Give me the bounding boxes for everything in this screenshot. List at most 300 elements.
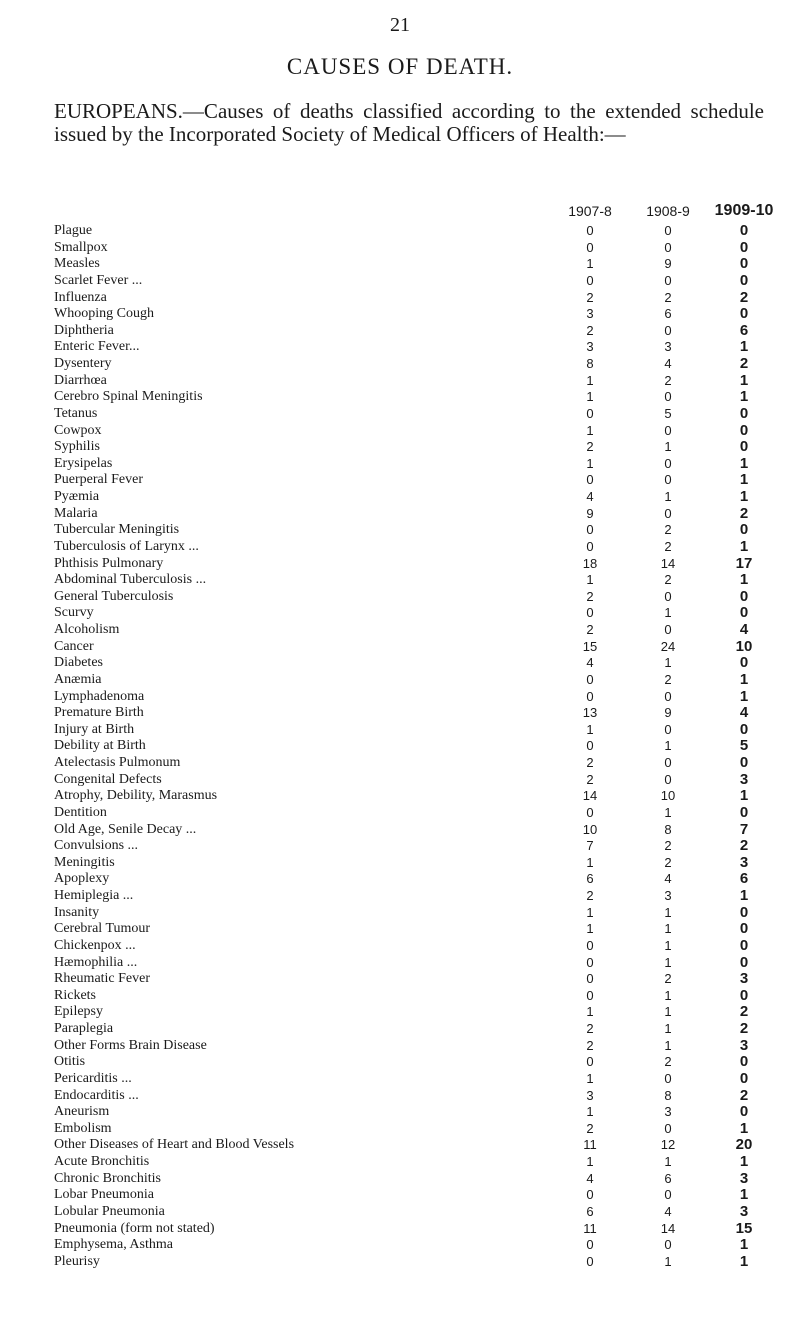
cell-value-1909-10: 3 [739, 770, 749, 788]
cell-value-1909-10: 0 [739, 654, 749, 672]
cell-value-1908-9: 0 [664, 1187, 672, 1203]
cell-value-1909-10: 0 [739, 803, 749, 821]
cell-value-1908-9: 1 [664, 921, 672, 937]
cause-label: Epilepsy [54, 1004, 103, 1020]
cause-label: Hemiplegia ... [54, 888, 134, 903]
table-row [54, 938, 794, 955]
cell-value-1909-10: 0 [739, 238, 749, 256]
column-headers [0, 203, 800, 223]
cell-value-1909-10: 2 [739, 504, 749, 522]
cause-label: Enteric Fever... [54, 339, 140, 355]
cell-value-1907-8: 1 [586, 854, 594, 870]
cause-label: Lobular Pneumonia [54, 1203, 165, 1219]
table-row [54, 1071, 794, 1088]
cell-value-1907-8: 3 [586, 339, 594, 355]
cell-value-1909-10: 0 [739, 305, 749, 323]
cause-label: Whooping Cough [54, 306, 154, 322]
table-row [54, 1221, 794, 1238]
cell-value-1907-8: 0 [586, 605, 594, 621]
cell-value-1908-9: 2 [664, 372, 672, 388]
table-row [54, 456, 794, 473]
table-row [54, 1254, 794, 1271]
table-row [54, 1004, 794, 1021]
cause-label: Erysipelas [54, 455, 113, 471]
cell-value-1907-8: 0 [586, 272, 594, 288]
table-row [54, 605, 794, 622]
cell-value-1907-8: 9 [586, 505, 594, 521]
table-row [54, 655, 794, 672]
cell-value-1908-9: 2 [664, 1054, 672, 1070]
cell-value-1908-9: 8 [664, 821, 672, 837]
cell-value-1909-10: 3 [739, 1169, 749, 1187]
cell-value-1908-9: 14 [660, 555, 676, 571]
table-row [54, 838, 794, 855]
table-row [54, 805, 794, 822]
cell-value-1909-10: 4 [739, 621, 749, 638]
cell-value-1909-10: 0 [739, 754, 749, 771]
cell-value-1909-10: 0 [739, 920, 749, 938]
cell-value-1908-9: 1 [664, 987, 672, 1003]
column-header-1907-8: 1907-8 [568, 203, 612, 219]
cause-label: Syphilis [54, 439, 100, 455]
cell-value-1907-8: 14 [582, 788, 598, 804]
cause-label: Embolism [54, 1120, 112, 1136]
page-number: 21 [390, 14, 410, 36]
cell-value-1908-9: 2 [664, 854, 672, 870]
cell-value-1908-9: 1 [664, 937, 672, 953]
cause-label: Pleurisy [54, 1253, 100, 1269]
table-row [54, 1104, 794, 1121]
cell-value-1907-8: 2 [586, 755, 594, 770]
cell-value-1908-9: 1 [664, 1037, 672, 1053]
table-row [54, 290, 794, 307]
cell-value-1909-10: 17 [735, 554, 753, 572]
table-row [54, 306, 794, 323]
cell-value-1908-9: 1 [664, 1004, 672, 1020]
table-row [54, 622, 794, 639]
cause-label: Dysentery [54, 356, 112, 371]
table-row [54, 223, 794, 240]
cause-label: Paraplegia [54, 1021, 114, 1036]
cell-value-1907-8: 0 [586, 738, 594, 754]
cell-value-1909-10: 20 [735, 1136, 753, 1154]
cell-value-1909-10: 1 [739, 388, 749, 406]
cell-value-1909-10: 5 [739, 737, 749, 755]
cell-value-1908-9: 14 [660, 1220, 676, 1236]
column-header-1908-9: 1908-9 [646, 203, 690, 219]
cell-value-1908-9: 2 [664, 671, 672, 687]
cell-value-1907-8: 0 [586, 239, 594, 255]
cause-label: Acute Bronchitis [54, 1154, 150, 1169]
table-row [54, 539, 794, 556]
cell-value-1907-8: 6 [586, 871, 594, 887]
cell-value-1908-9: 4 [664, 356, 672, 371]
cell-value-1907-8: 2 [586, 1037, 594, 1053]
cell-value-1909-10: 7 [739, 820, 749, 838]
cause-label: Debility at Birth [54, 738, 146, 754]
cause-label: Congenital Defects [54, 771, 162, 787]
table-row [54, 905, 794, 922]
cell-value-1908-9: 0 [664, 721, 672, 737]
cause-label: General Tuberculosis [54, 588, 174, 604]
cause-label: Lymphadenoma [54, 688, 145, 704]
cell-value-1909-10: 1 [739, 687, 749, 705]
cell-value-1909-10: 0 [739, 438, 749, 456]
cell-value-1907-8: 1 [586, 1104, 594, 1120]
cause-label: Phthisis Pulmonary [54, 555, 164, 571]
table-row [54, 1237, 794, 1254]
table-row [54, 256, 794, 273]
cell-value-1907-8: 1 [586, 921, 594, 937]
cell-value-1907-8: 2 [586, 439, 594, 455]
cause-label: Scurvy [54, 605, 94, 621]
cell-value-1907-8: 2 [586, 771, 594, 787]
table-row [54, 472, 794, 489]
cell-value-1908-9: 1 [664, 1253, 672, 1269]
cell-value-1907-8: 0 [586, 1237, 594, 1253]
cell-value-1908-9: 1 [664, 1021, 672, 1036]
table-row [54, 888, 794, 905]
cell-value-1908-9: 2 [664, 572, 672, 588]
cell-value-1908-9: 1 [664, 804, 672, 820]
cell-value-1907-8: 4 [586, 1170, 594, 1186]
cell-value-1907-8: 0 [586, 804, 594, 820]
cell-value-1908-9: 2 [664, 971, 672, 987]
cell-value-1907-8: 4 [586, 489, 594, 504]
cell-value-1909-10: 2 [739, 288, 749, 306]
cell-value-1907-8: 6 [586, 1203, 594, 1219]
intro-paragraph: EUROPEANS.—Causes of deaths classified according to the extended schedule issued by the Incorporated Society of Medical Officers of Health:— [54, 99, 764, 146]
cell-value-1909-10: 1 [739, 1119, 749, 1137]
cell-value-1908-9: 0 [664, 1237, 672, 1253]
cause-label: Cerebral Tumour [54, 921, 151, 937]
cell-value-1908-9: 2 [664, 289, 672, 305]
table-row [54, 339, 794, 356]
table-row [54, 406, 794, 423]
table-row [54, 506, 794, 523]
table-row [54, 522, 794, 539]
table-row [54, 772, 794, 789]
cell-value-1908-9: 0 [664, 688, 672, 704]
cell-value-1908-9: 1 [664, 605, 672, 621]
cause-label: Atelectasis Pulmonum [54, 755, 181, 770]
cause-label: Injury at Birth [54, 721, 135, 737]
cell-value-1908-9: 0 [664, 322, 672, 338]
cause-label: Meningitis [54, 854, 115, 870]
cell-value-1909-10: 1 [739, 787, 749, 805]
cell-value-1908-9: 6 [664, 306, 672, 322]
table-row [54, 921, 794, 938]
cell-value-1908-9: 0 [664, 771, 672, 787]
cell-value-1909-10: 1 [739, 471, 749, 489]
cell-value-1907-8: 4 [586, 655, 594, 671]
cell-value-1907-8: 1 [586, 389, 594, 405]
cause-label: Cowpox [54, 422, 102, 438]
cell-value-1907-8: 2 [586, 1120, 594, 1136]
cause-label: Alcoholism [54, 622, 120, 637]
cell-value-1908-9: 9 [664, 705, 672, 721]
cell-value-1907-8: 2 [586, 289, 594, 305]
table-row [54, 1121, 794, 1138]
cause-label: Malaria [54, 505, 98, 521]
cell-value-1907-8: 0 [586, 937, 594, 953]
cell-value-1909-10: 4 [739, 704, 749, 722]
cell-value-1909-10: 2 [739, 355, 749, 372]
cell-value-1907-8: 1 [586, 1004, 594, 1020]
table-row [54, 955, 794, 972]
cell-value-1907-8: 11 [583, 1220, 597, 1236]
cell-value-1907-8: 0 [586, 405, 594, 421]
cell-value-1907-8: 3 [586, 306, 594, 322]
cell-value-1907-8: 0 [586, 538, 594, 554]
cell-value-1908-9: 1 [664, 439, 672, 455]
table-row [54, 1154, 794, 1171]
cell-value-1907-8: 3 [586, 1087, 594, 1103]
cell-value-1908-9: 0 [664, 239, 672, 255]
cause-label: Emphysema, Asthma [54, 1237, 173, 1253]
table-row [54, 1054, 794, 1071]
cell-value-1907-8: 1 [586, 904, 594, 920]
cell-value-1908-9: 1 [664, 904, 672, 920]
cause-label: Cancer [54, 638, 94, 654]
cause-label: Chronic Bronchitis [54, 1170, 161, 1186]
cell-value-1908-9: 0 [664, 422, 672, 438]
cell-value-1907-8: 0 [586, 223, 594, 238]
cell-value-1909-10: 15 [735, 1219, 753, 1237]
cause-label: Pyæmia [54, 489, 100, 504]
cell-value-1909-10: 1 [739, 1252, 749, 1270]
table-row [54, 439, 794, 456]
cell-value-1909-10: 10 [735, 637, 753, 655]
cause-label: Other Forms Brain Disease [54, 1037, 207, 1053]
cause-label: Endocarditis ... [54, 1087, 139, 1103]
cell-value-1908-9: 0 [664, 223, 672, 238]
cause-label: Chickenpox ... [54, 937, 136, 953]
cell-value-1908-9: 1 [664, 738, 672, 754]
cell-value-1909-10: 0 [739, 404, 749, 422]
cell-value-1909-10: 2 [739, 837, 749, 855]
cause-label: Hæmophilia ... [54, 954, 138, 970]
cell-value-1907-8: 0 [586, 522, 594, 538]
cell-value-1909-10: 3 [739, 853, 749, 871]
table-row [54, 273, 794, 290]
cause-label: Anæmia [54, 671, 102, 687]
table-row [54, 589, 794, 606]
cell-value-1909-10: 1 [739, 454, 749, 472]
cell-value-1909-10: 1 [739, 887, 749, 904]
table-row [54, 1021, 794, 1038]
cell-value-1909-10: 0 [739, 1103, 749, 1121]
page-title: CAUSES OF DEATH. [286, 54, 514, 79]
cause-label: Influenza [54, 289, 107, 305]
cell-value-1909-10: 0 [739, 587, 749, 605]
cell-value-1909-10: 0 [739, 903, 749, 921]
cell-value-1909-10: 0 [739, 271, 749, 289]
cell-value-1909-10: 0 [739, 1069, 749, 1087]
cause-label: Old Age, Senile Decay ... [54, 821, 197, 837]
table-row [54, 373, 794, 390]
cell-value-1909-10: 0 [739, 1053, 749, 1071]
cause-label: Lobar Pneumonia [54, 1187, 154, 1203]
cell-value-1908-9: 8 [664, 1087, 672, 1103]
cell-value-1908-9: 5 [664, 405, 672, 421]
cell-value-1907-8: 2 [586, 588, 594, 604]
table-row [54, 822, 794, 839]
cell-value-1907-8: 11 [583, 1137, 597, 1153]
table-row [54, 755, 794, 772]
cell-value-1908-9: 1 [664, 954, 672, 970]
cause-label: Dentition [54, 804, 107, 820]
cell-value-1908-9: 3 [664, 888, 672, 903]
table-row [54, 855, 794, 872]
cell-value-1907-8: 1 [586, 1154, 594, 1169]
cell-value-1908-9: 24 [660, 638, 676, 654]
cell-value-1908-9: 12 [660, 1137, 676, 1153]
cell-value-1909-10: 1 [739, 1186, 749, 1204]
cell-value-1907-8: 0 [586, 671, 594, 687]
cell-value-1908-9: 4 [664, 871, 672, 887]
table-row [54, 1088, 794, 1105]
cell-value-1907-8: 13 [582, 705, 598, 721]
cell-value-1907-8: 0 [586, 1187, 594, 1203]
cell-value-1907-8: 1 [586, 422, 594, 438]
cell-value-1909-10: 3 [739, 1036, 749, 1054]
table-row [54, 1137, 794, 1154]
cause-label: Scarlet Fever ... [54, 272, 143, 288]
cause-label: Pericarditis ... [54, 1070, 132, 1086]
cause-label: Diarrhœa [54, 372, 107, 388]
cell-value-1908-9: 0 [664, 389, 672, 405]
causes-table [54, 223, 794, 1270]
cause-label: Premature Birth [54, 705, 144, 721]
cell-value-1909-10: 0 [739, 720, 749, 738]
cell-value-1907-8: 8 [586, 356, 594, 371]
cell-value-1907-8: 2 [586, 622, 594, 637]
cell-value-1908-9: 0 [664, 472, 672, 488]
cell-value-1909-10: 0 [739, 953, 749, 971]
cell-value-1908-9: 0 [664, 622, 672, 637]
cell-value-1908-9: 3 [664, 1104, 672, 1120]
cell-value-1908-9: 0 [664, 272, 672, 288]
cell-value-1908-9: 2 [664, 538, 672, 554]
cause-label: Tetanus [54, 405, 98, 421]
cell-value-1907-8: 7 [586, 838, 594, 854]
cause-label: Abdominal Tuberculosis ... [54, 572, 207, 588]
table-row [54, 423, 794, 440]
cell-value-1908-9: 10 [660, 788, 676, 804]
cell-value-1908-9: 1 [664, 655, 672, 671]
cause-label: Convulsions ... [54, 838, 139, 854]
cell-value-1909-10: 0 [739, 255, 749, 273]
cause-label: Measles [54, 256, 100, 272]
table-row [54, 705, 794, 722]
cell-value-1907-8: 1 [586, 372, 594, 388]
cell-value-1908-9: 0 [664, 455, 672, 471]
cell-value-1908-9: 9 [664, 256, 672, 272]
table-row [54, 738, 794, 755]
table-row [54, 572, 794, 589]
cell-value-1909-10: 6 [739, 321, 749, 339]
cell-value-1909-10: 1 [739, 338, 749, 356]
table-row [54, 639, 794, 656]
cell-value-1909-10: 1 [739, 571, 749, 589]
cell-value-1907-8: 0 [586, 472, 594, 488]
cell-value-1907-8: 1 [586, 572, 594, 588]
table-row [54, 323, 794, 340]
cell-value-1909-10: 0 [739, 986, 749, 1004]
cell-value-1907-8: 2 [586, 322, 594, 338]
cell-value-1908-9: 1 [664, 489, 672, 504]
cell-value-1908-9: 0 [664, 505, 672, 521]
cause-label: Other Diseases of Heart and Blood Vessels [54, 1137, 295, 1153]
cell-value-1909-10: 3 [739, 1202, 749, 1220]
table-row [54, 672, 794, 689]
cause-label: Diphtheria [54, 322, 114, 338]
cause-label: Puerperal Fever [54, 472, 144, 488]
cell-value-1909-10: 1 [739, 488, 749, 505]
cell-value-1908-9: 3 [664, 339, 672, 355]
cell-value-1909-10: 6 [739, 870, 749, 888]
cell-value-1908-9: 1 [664, 1154, 672, 1169]
cause-label: Rheumatic Fever [54, 971, 151, 987]
cell-value-1907-8: 1 [586, 1070, 594, 1086]
cell-value-1908-9: 0 [664, 588, 672, 604]
cell-value-1908-9: 2 [664, 838, 672, 854]
cell-value-1907-8: 10 [582, 821, 598, 837]
cause-label: Atrophy, Debility, Marasmus [54, 788, 218, 804]
cause-label: Cerebro Spinal Meningitis [54, 389, 203, 405]
table-row [54, 788, 794, 805]
table-row [54, 240, 794, 257]
cell-value-1909-10: 1 [739, 670, 749, 688]
table-row [54, 1171, 794, 1188]
cell-value-1909-10: 1 [739, 371, 749, 389]
cell-value-1909-10: 0 [739, 421, 749, 439]
cell-value-1908-9: 2 [664, 522, 672, 538]
cause-label: Insanity [54, 904, 100, 920]
cause-label: Rickets [54, 987, 96, 1003]
table-row [54, 1187, 794, 1204]
cell-value-1907-8: 0 [586, 688, 594, 704]
cell-value-1907-8: 2 [586, 888, 594, 903]
cell-value-1909-10: 3 [739, 970, 749, 988]
cause-label: Tubercular Meningitis [54, 522, 180, 538]
table-row [54, 356, 794, 373]
table-row [54, 1038, 794, 1055]
table-row [54, 1204, 794, 1221]
table-row [54, 389, 794, 406]
cell-value-1909-10: 0 [739, 936, 749, 954]
cell-value-1907-8: 1 [586, 256, 594, 272]
cell-value-1909-10: 2 [739, 1003, 749, 1021]
cell-value-1907-8: 0 [586, 971, 594, 987]
cell-value-1908-9: 0 [664, 1070, 672, 1086]
cause-label: Aneurism [54, 1104, 110, 1120]
table-row [54, 988, 794, 1005]
cause-label: Smallpox [54, 239, 108, 255]
cell-value-1909-10: 1 [739, 537, 749, 555]
table-row [54, 689, 794, 706]
cell-value-1909-10: 1 [739, 1153, 749, 1170]
cause-label: Otitis [54, 1054, 86, 1070]
table-row [54, 556, 794, 573]
table-row [54, 722, 794, 739]
cause-label: Plague [54, 223, 93, 238]
cause-label: Pneumonia (form not stated) [54, 1220, 215, 1236]
cell-value-1909-10: 0 [739, 604, 749, 622]
cell-value-1907-8: 15 [582, 638, 598, 654]
table-row [54, 971, 794, 988]
